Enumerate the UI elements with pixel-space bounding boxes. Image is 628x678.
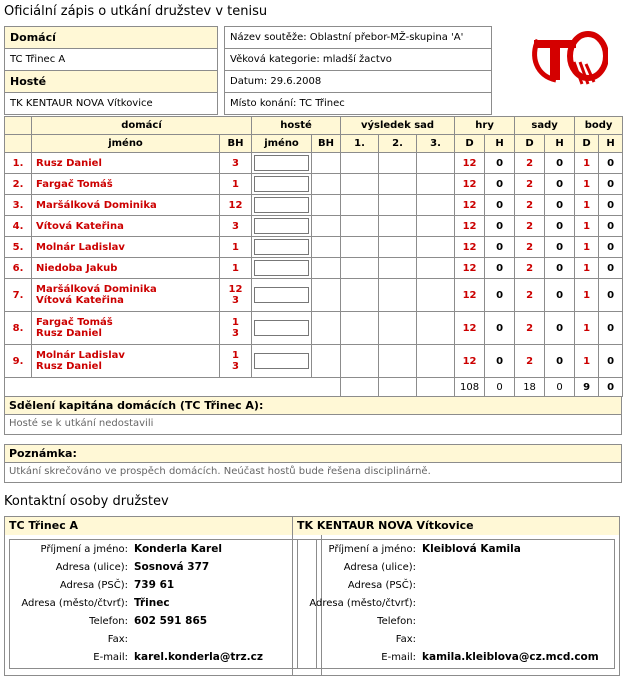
home-player-2: Rusz Daniel	[36, 361, 102, 372]
contact-value-name: Konderla Karel	[134, 543, 222, 555]
guest-bh-cell	[312, 258, 341, 279]
guest-label: Hosté	[5, 71, 218, 93]
total-games-h: 0	[485, 378, 515, 397]
match-row	[5, 279, 623, 312]
contact-row-phone	[10, 612, 316, 630]
contact-row-city	[298, 594, 614, 612]
points-h: 0	[599, 216, 623, 237]
games-d: 12	[455, 153, 485, 174]
contact-value-zip: 739 61	[134, 579, 175, 591]
games-d: 12	[455, 216, 485, 237]
set-3-cell	[417, 174, 455, 195]
contact-row-zip	[298, 576, 614, 594]
home-bh: 3	[232, 220, 239, 232]
sets-d: 2	[515, 312, 545, 345]
teams-info	[4, 26, 218, 115]
match-row	[5, 216, 623, 237]
contact-row-name	[10, 540, 316, 558]
sets-h: 0	[545, 258, 575, 279]
match-info	[224, 26, 492, 115]
home-players-cell	[32, 258, 220, 279]
games-h: 0	[485, 345, 515, 378]
set-3-cell	[417, 345, 455, 378]
set-2-cell	[379, 195, 417, 216]
set-1-cell	[341, 312, 379, 345]
match-row	[5, 153, 623, 174]
guest-name-field[interactable]	[252, 216, 312, 237]
points-d: 1	[575, 345, 599, 378]
set-3-cell	[417, 216, 455, 237]
header-sets: sady	[515, 117, 575, 135]
contact-value-city: Třinec	[134, 597, 170, 609]
corner-cell	[5, 117, 32, 135]
set-2-cell	[379, 345, 417, 378]
match-row	[5, 174, 623, 195]
captain-message	[4, 396, 622, 435]
home-bh: 1	[232, 262, 239, 274]
guest-bh-cell	[312, 153, 341, 174]
games-h: 0	[485, 279, 515, 312]
guest-team-name: TK KENTAUR NOVA Vítkovice	[5, 93, 218, 115]
match-number: 5.	[5, 237, 32, 258]
contact-label-phone: Telefon:	[377, 615, 416, 627]
points-d: 1	[575, 174, 599, 195]
home-bh-cell	[220, 153, 252, 174]
home-players-cell	[32, 216, 220, 237]
set-2-cell	[379, 279, 417, 312]
points-h: 0	[599, 195, 623, 216]
home-players-cell	[32, 312, 220, 345]
points-h: 0	[599, 312, 623, 345]
home-bh-cell	[220, 174, 252, 195]
guest-contact-card	[292, 516, 620, 676]
set-2-cell	[379, 216, 417, 237]
sets-h: 0	[545, 279, 575, 312]
home-player: Vítová Kateřina	[36, 220, 124, 232]
guest-name-field[interactable]	[252, 345, 312, 378]
set-3-cell	[417, 279, 455, 312]
set-2-cell	[379, 174, 417, 195]
results-body	[5, 153, 623, 378]
guest-contact-details	[297, 539, 615, 669]
match-date: Datum: 29.6.2008	[225, 71, 492, 93]
contacts-title: Kontaktní osoby družstev	[4, 494, 169, 509]
guest-bh-cell	[312, 216, 341, 237]
set-2-cell	[379, 153, 417, 174]
header-games-d: D	[455, 135, 485, 153]
contact-row-zip	[10, 576, 316, 594]
home-bh-cell	[220, 312, 252, 345]
guest-name-field[interactable]	[252, 237, 312, 258]
match-venue: Místo konání: TC Třinec	[225, 93, 492, 115]
home-bh-2: 3	[232, 361, 239, 372]
home-label: Domácí	[5, 27, 218, 49]
contact-label-name: Příjmení a jméno:	[40, 543, 128, 555]
games-d: 12	[455, 312, 485, 345]
total-points-d: 9	[575, 378, 599, 397]
points-h: 0	[599, 258, 623, 279]
home-player: Niedoba Jakub	[36, 262, 118, 274]
games-d: 12	[455, 345, 485, 378]
home-players-cell	[32, 195, 220, 216]
points-h: 0	[599, 237, 623, 258]
guest-name-field[interactable]	[252, 279, 312, 312]
contact-label-email: E-mail:	[93, 651, 128, 663]
home-contact-team: TC Třinec A	[5, 517, 321, 535]
header-set-2: 2.	[379, 135, 417, 153]
set-1-cell	[341, 216, 379, 237]
home-player-1: Fargač Tomáš	[36, 317, 113, 328]
totals-row	[5, 378, 623, 397]
header-home: domácí	[32, 117, 252, 135]
home-players-cell	[32, 237, 220, 258]
sets-d: 2	[515, 279, 545, 312]
header-points-d: D	[575, 135, 599, 153]
note-box	[4, 444, 622, 483]
match-number: 9.	[5, 345, 32, 378]
guest-name-field[interactable]	[252, 258, 312, 279]
home-bh-2: 3	[232, 295, 239, 306]
guest-name-field[interactable]	[252, 174, 312, 195]
sets-d: 2	[515, 345, 545, 378]
home-player-1: Molnár Ladislav	[36, 350, 125, 361]
home-bh-cell	[220, 195, 252, 216]
header-sets-d: D	[515, 135, 545, 153]
home-player-2: Rusz Daniel	[36, 328, 102, 339]
contact-label-city: Adresa (město/čtvrť):	[309, 597, 416, 609]
games-h: 0	[485, 237, 515, 258]
sets-h: 0	[545, 216, 575, 237]
sets-h: 0	[545, 345, 575, 378]
sets-d: 2	[515, 258, 545, 279]
note-label: Poznámka:	[5, 445, 621, 463]
header-guests: hosté	[252, 117, 341, 135]
header-set-3: 3.	[417, 135, 455, 153]
set-3-cell	[417, 312, 455, 345]
home-player-1: Maršálková Dominika	[36, 284, 157, 295]
games-h: 0	[485, 258, 515, 279]
results-table	[4, 116, 623, 397]
set-3-cell	[417, 237, 455, 258]
sets-d: 2	[515, 153, 545, 174]
header-guest-bh: BH	[312, 135, 341, 153]
games-d: 12	[455, 195, 485, 216]
home-player: Maršálková Dominika	[36, 199, 157, 211]
home-players-cell	[32, 153, 220, 174]
contact-row-fax	[298, 630, 614, 648]
set-1-cell	[341, 237, 379, 258]
points-h: 0	[599, 153, 623, 174]
home-player-2: Vítová Kateřina	[36, 295, 124, 306]
games-h: 0	[485, 174, 515, 195]
home-player: Molnár Ladislav	[36, 241, 125, 253]
home-player: Rusz Daniel	[36, 157, 102, 169]
points-d: 1	[575, 237, 599, 258]
contact-value-email[interactable]: karel.konderla@trz.cz	[134, 651, 263, 663]
points-d: 1	[575, 258, 599, 279]
header-games: hry	[455, 117, 515, 135]
set-1-cell	[341, 195, 379, 216]
games-d: 12	[455, 237, 485, 258]
guest-bh-cell	[312, 195, 341, 216]
points-h: 0	[599, 174, 623, 195]
home-contact-card	[4, 516, 322, 676]
contact-label-city: Adresa (město/čtvrť):	[21, 597, 128, 609]
games-d: 12	[455, 174, 485, 195]
guest-name-field[interactable]	[252, 195, 312, 216]
contact-value-email[interactable]: kamila.kleiblova@cz.mcd.com	[422, 651, 599, 663]
header-home-name: jméno	[32, 135, 220, 153]
total-sets-h: 0	[545, 378, 575, 397]
guest-bh-cell	[312, 345, 341, 378]
page-title: Oficiální zápis o utkání družstev v tenisu	[4, 4, 268, 19]
guest-bh-cell	[312, 174, 341, 195]
games-h: 0	[485, 195, 515, 216]
points-d: 1	[575, 279, 599, 312]
guest-bh-cell	[312, 312, 341, 345]
home-bh-2: 3	[232, 328, 239, 339]
contact-label-fax: Fax:	[107, 633, 128, 645]
header-home-bh: BH	[220, 135, 252, 153]
captain-message-label: Sdělení kapitána domácích (TC Třinec A):	[5, 397, 621, 415]
contact-label-street: Adresa (ulice):	[343, 561, 416, 573]
set-3-cell	[417, 195, 455, 216]
home-bh: 1	[232, 241, 239, 253]
total-games-d: 108	[455, 378, 485, 397]
note-text: Utkání skrečováno ve prospěch domácích. Neúčast hostů bude řešena disciplinárně.	[9, 466, 431, 477]
home-bh: 1	[232, 178, 239, 190]
contact-row-email	[10, 648, 316, 666]
home-bh-1: 1	[232, 317, 239, 328]
contact-value-street: Sosnová 377	[134, 561, 210, 573]
sets-h: 0	[545, 312, 575, 345]
contact-row-fax	[10, 630, 316, 648]
games-h: 0	[485, 216, 515, 237]
home-player: Fargač Tomáš	[36, 178, 113, 190]
home-bh: 12	[228, 199, 243, 211]
contact-row-email	[298, 648, 614, 666]
total-sets-d: 18	[515, 378, 545, 397]
header-points: body	[575, 117, 623, 135]
header-set-1: 1.	[341, 135, 379, 153]
match-row	[5, 237, 623, 258]
captain-message-text: Hosté se k utkání nedostavili	[9, 418, 154, 429]
games-h: 0	[485, 153, 515, 174]
match-number: 4.	[5, 216, 32, 237]
sets-h: 0	[545, 153, 575, 174]
match-number: 2.	[5, 174, 32, 195]
competition-name: Název soutěže: Oblastní přebor-MŽ-skupina 'A'	[225, 27, 492, 49]
guest-bh-cell	[312, 237, 341, 258]
home-team-name: TC Třinec A	[5, 49, 218, 71]
contact-label-email: E-mail:	[381, 651, 416, 663]
match-number: 7.	[5, 279, 32, 312]
contact-label-name: Příjmení a jméno:	[328, 543, 416, 555]
sets-h: 0	[545, 195, 575, 216]
contact-label-phone: Telefon:	[89, 615, 128, 627]
contact-row-name	[298, 540, 614, 558]
set-1-cell	[341, 279, 379, 312]
home-bh-cell	[220, 258, 252, 279]
contact-row-phone	[298, 612, 614, 630]
home-bh-1: 12	[228, 284, 243, 295]
set-2-cell	[379, 258, 417, 279]
match-number: 1.	[5, 153, 32, 174]
contact-row-street	[298, 558, 614, 576]
match-row	[5, 258, 623, 279]
match-row	[5, 345, 623, 378]
sets-d: 2	[515, 237, 545, 258]
header-guest-name: jméno	[252, 135, 312, 153]
home-bh-cell	[220, 345, 252, 378]
header-set-results: výsledek sad	[341, 117, 455, 135]
age-category: Věková kategorie: mladší žactvo	[225, 49, 492, 71]
set-3-cell	[417, 258, 455, 279]
set-1-cell	[341, 153, 379, 174]
home-bh-cell	[220, 237, 252, 258]
guest-name-field[interactable]	[252, 312, 312, 345]
header-points-h: H	[599, 135, 623, 153]
contact-label-zip: Adresa (PSČ):	[59, 579, 128, 591]
match-row	[5, 195, 623, 216]
total-points-h: 0	[599, 378, 623, 397]
points-h: 0	[599, 279, 623, 312]
points-d: 1	[575, 216, 599, 237]
home-bh-cell	[220, 279, 252, 312]
guest-contact-team: TK KENTAUR NOVA Vítkovice	[293, 517, 619, 535]
set-1-cell	[341, 258, 379, 279]
contact-label-zip: Adresa (PSČ):	[347, 579, 416, 591]
home-bh: 3	[232, 157, 239, 169]
contact-row-street	[10, 558, 316, 576]
points-d: 1	[575, 153, 599, 174]
sets-h: 0	[545, 237, 575, 258]
sets-h: 0	[545, 174, 575, 195]
contact-value-phone: 602 591 865	[134, 615, 208, 627]
games-h: 0	[485, 312, 515, 345]
sets-d: 2	[515, 216, 545, 237]
set-1-cell	[341, 174, 379, 195]
points-d: 1	[575, 195, 599, 216]
set-1-cell	[341, 345, 379, 378]
match-number: 3.	[5, 195, 32, 216]
header-sets-h: H	[545, 135, 575, 153]
header-games-h: H	[485, 135, 515, 153]
home-players-cell	[32, 174, 220, 195]
games-d: 12	[455, 258, 485, 279]
set-2-cell	[379, 312, 417, 345]
contact-label-fax: Fax:	[395, 633, 416, 645]
set-3-cell	[417, 153, 455, 174]
club-logo	[530, 26, 608, 88]
guest-bh-cell	[312, 279, 341, 312]
sets-d: 2	[515, 195, 545, 216]
contact-row-city	[10, 594, 316, 612]
home-contact-details	[9, 539, 317, 669]
set-2-cell	[379, 237, 417, 258]
contact-value-name: Kleiblová Kamila	[422, 543, 521, 555]
points-h: 0	[599, 345, 623, 378]
contact-label-street: Adresa (ulice):	[55, 561, 128, 573]
home-bh-1: 1	[232, 350, 239, 361]
home-players-cell	[32, 345, 220, 378]
guest-name-field[interactable]	[252, 153, 312, 174]
games-d: 12	[455, 279, 485, 312]
match-number: 8.	[5, 312, 32, 345]
home-players-cell	[32, 279, 220, 312]
corner-cell	[5, 135, 32, 153]
match-number: 6.	[5, 258, 32, 279]
home-bh-cell	[220, 216, 252, 237]
match-row	[5, 312, 623, 345]
sets-d: 2	[515, 174, 545, 195]
points-d: 1	[575, 312, 599, 345]
